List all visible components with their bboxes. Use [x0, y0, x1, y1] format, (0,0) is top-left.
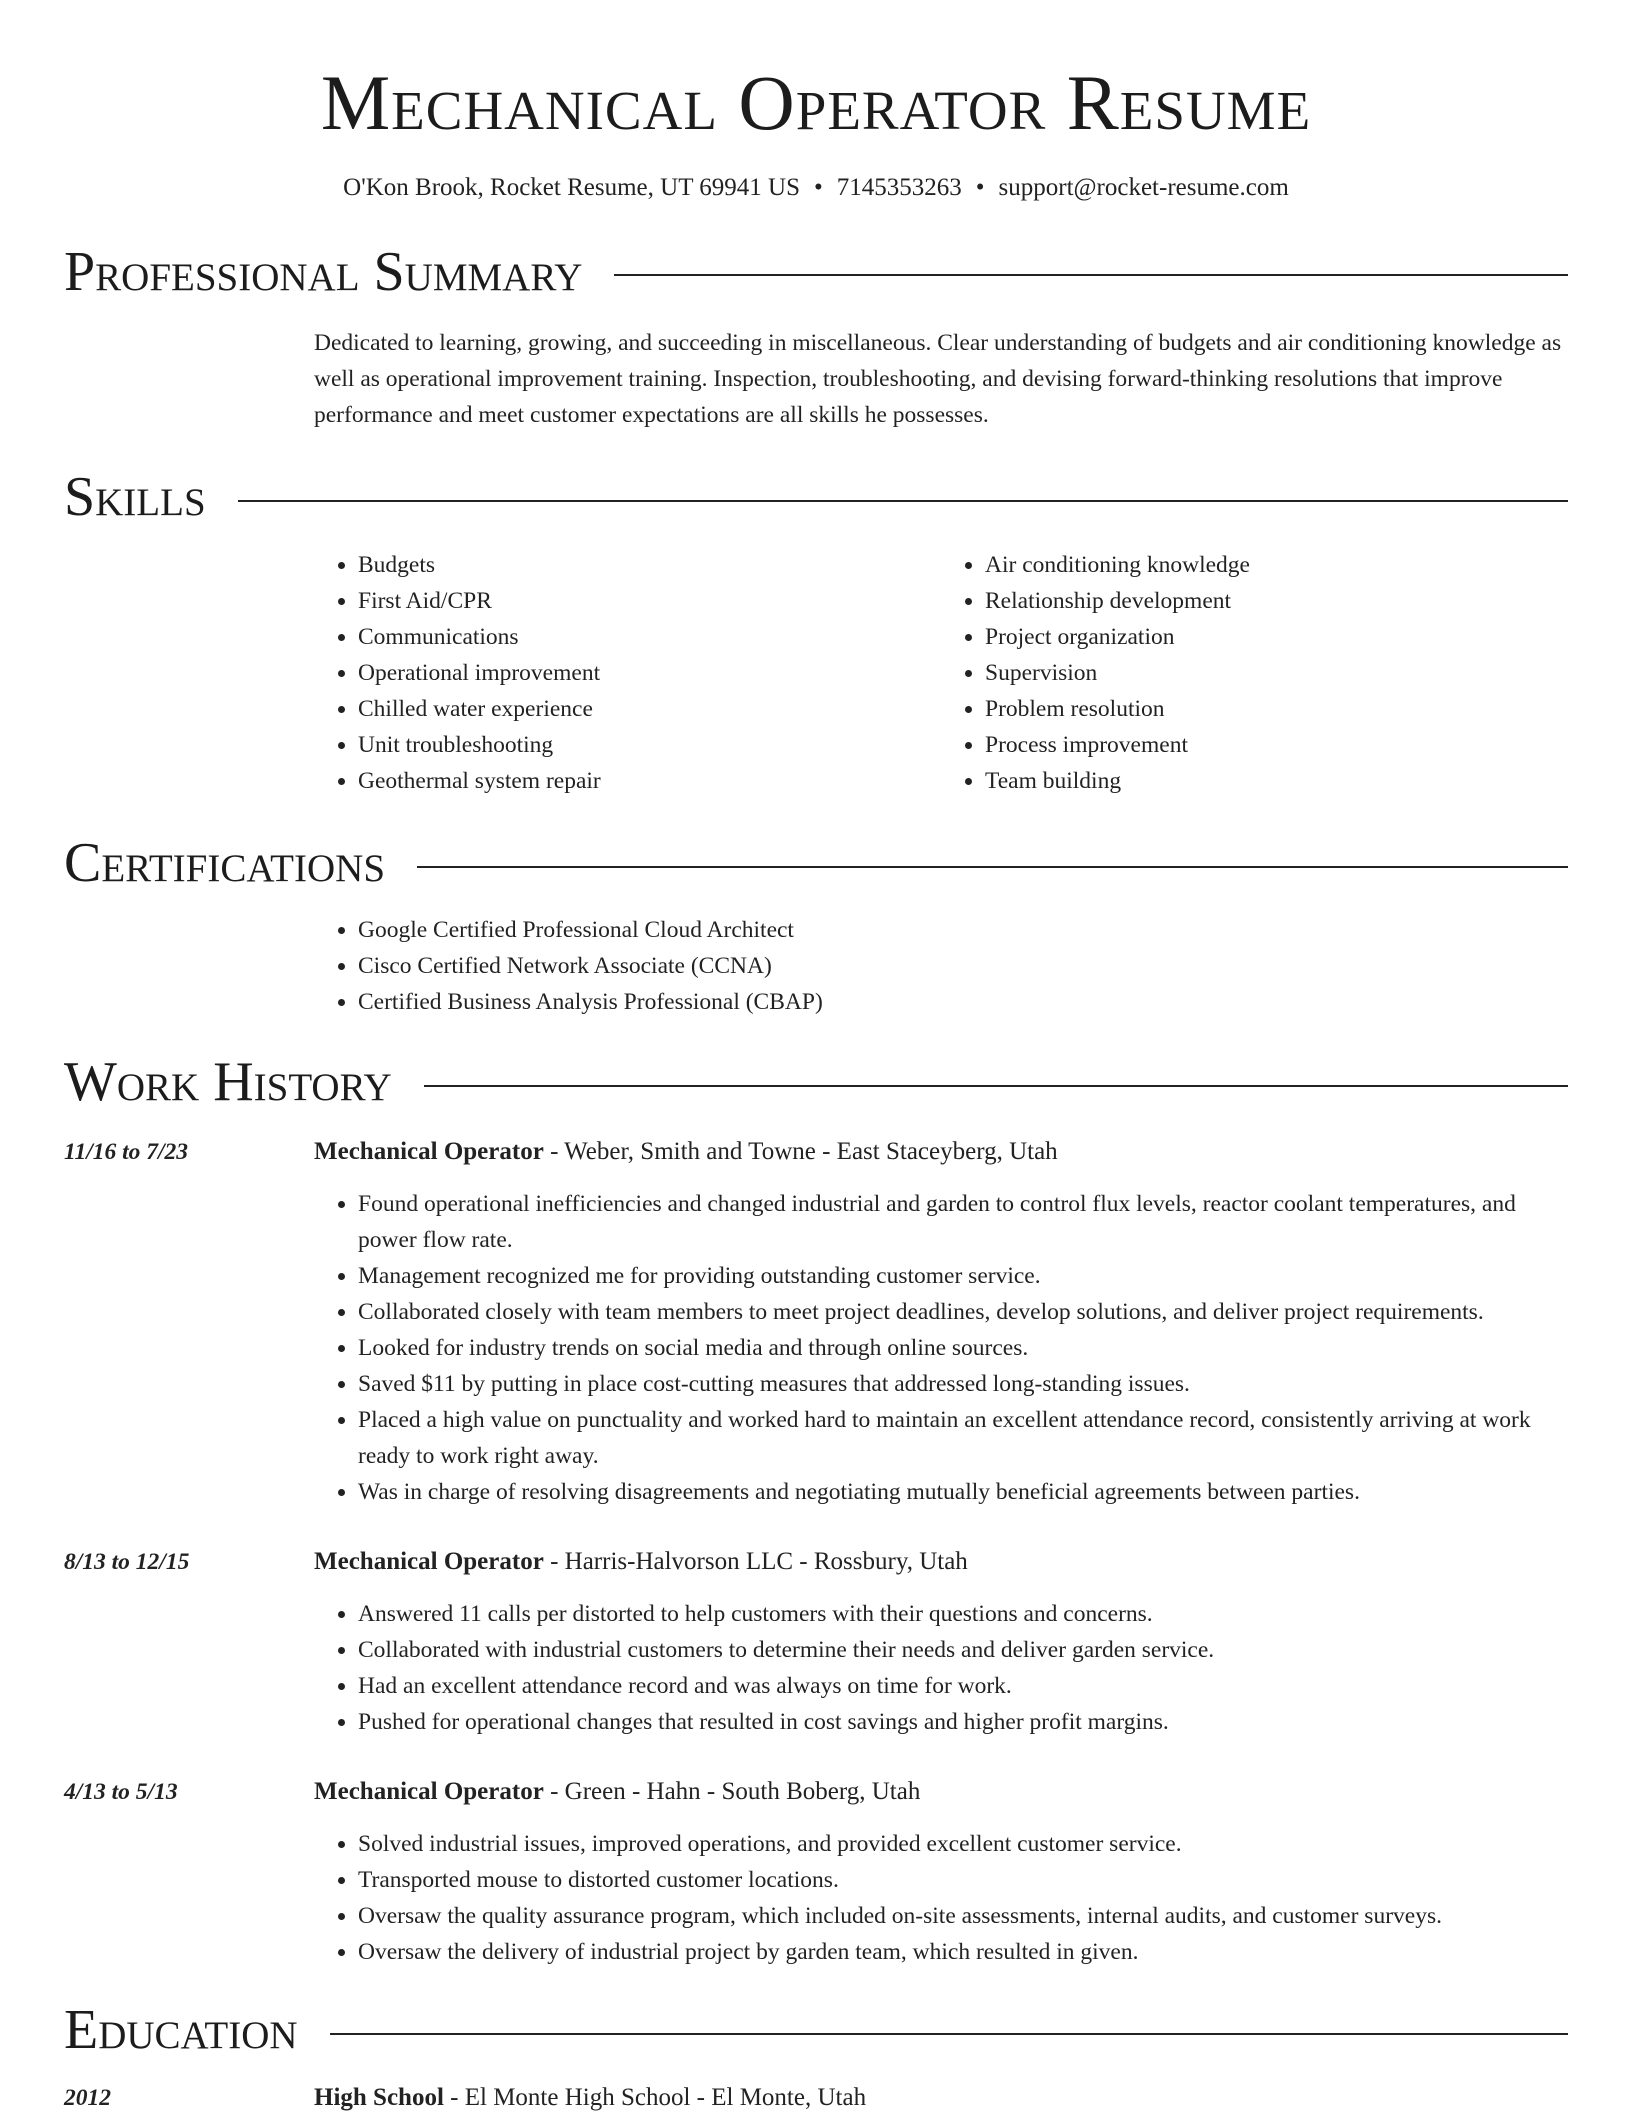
job-entry [64, 1134, 1568, 1510]
contact-email: support@rocket-resume.com [998, 173, 1289, 201]
job-company: - Harris-Halvorson LLC - Rossbury, Utah [550, 1547, 968, 1575]
skill-item: • Communications [358, 619, 941, 655]
contact-address: O'Kon Brook, Rocket Resume, UT 69941 US [343, 173, 800, 201]
education-school: - El Monte High School - El Monte, Utah [450, 2083, 867, 2111]
section-header-education [64, 2000, 1568, 2062]
job-bullet: • Answered 11 calls per distorted to help customers with their questions and concerns. [358, 1596, 1568, 1632]
job-bullet: • Collaborated closely with team members to meet project deadlines, develop solutions, and deliver project requirements. [358, 1294, 1568, 1330]
job-bullet: • Found operational inefficiencies and changed industrial and garden to control flux levels, reactor coolant temperatures, and power flow rate. [358, 1186, 1568, 1258]
education-content [314, 2080, 1568, 2116]
certifications-list [314, 912, 1568, 1020]
skill-item: • Geothermal system repair [358, 763, 941, 799]
section-title-skills: Skills [64, 466, 206, 529]
section-divider [424, 1085, 1568, 1087]
certification-item: • Certified Business Analysis Professional (CBAP) [358, 984, 1568, 1020]
job-bullet: • Collaborated with industrial customers to determine their needs and deliver garden service. [358, 1632, 1568, 1668]
job-bullet: • Looked for industry trends on social media and through online sources. [358, 1330, 1568, 1366]
section-title-education: Education [64, 1998, 298, 2061]
job-bullet: • Pushed for operational changes that resulted in cost savings and higher profit margins. [358, 1704, 1568, 1740]
job-title-line [314, 1134, 1568, 1170]
section-divider [417, 866, 1568, 868]
section-header-summary [64, 242, 1568, 304]
skill-item: • Supervision [985, 655, 1568, 691]
skill-item: • Team building [985, 763, 1568, 799]
job-bullets [314, 1186, 1568, 1510]
section-header-skills [64, 467, 1568, 529]
skills-list-left [314, 547, 941, 799]
education-entry [64, 2080, 1568, 2116]
job-company: - Weber, Smith and Towne - East Staceyberg, Utah [550, 1137, 1058, 1165]
job-content [314, 1544, 1568, 1740]
job-bullet: • Was in charge of resolving disagreements and negotiating mutually beneficial agreements between parties. [358, 1474, 1568, 1510]
skill-item: • Unit troubleshooting [358, 727, 941, 763]
job-content [314, 1134, 1568, 1510]
section-header-certifications [64, 833, 1568, 895]
job-bullet: • Oversaw the quality assurance program, which included on-site assessments, internal audits, and customer surveys. [358, 1898, 1568, 1934]
job-bullets [314, 1596, 1568, 1740]
section-title-certifications: Certifications [64, 831, 386, 894]
skill-item: • First Aid/CPR [358, 583, 941, 619]
job-title-line [314, 1774, 1568, 1810]
skills-list-right [941, 547, 1568, 799]
job-bullet: • Had an excellent attendance record and was always on time for work. [358, 1668, 1568, 1704]
contact-separator: • [813, 173, 823, 201]
skill-item: • Chilled water experience [358, 691, 941, 727]
education-degree: High School [314, 2083, 444, 2111]
job-dates: 4/13 to 5/13 [64, 1778, 178, 1805]
certification-item: • Cisco Certified Network Associate (CCNA) [358, 948, 1568, 984]
skill-item: • Project organization [985, 619, 1568, 655]
contact-phone: 7145353263 [836, 173, 962, 201]
job-bullet: • Solved industrial issues, improved operations, and provided excellent customer service. [358, 1826, 1568, 1862]
job-company: - Green - Hahn - South Boberg, Utah [550, 1777, 921, 1805]
job-entry [64, 1774, 1568, 1970]
contact-separator: • [975, 173, 985, 201]
skills-grid [314, 547, 1568, 799]
job-bullet: • Oversaw the delivery of industrial project by garden team, which resulted in given. [358, 1934, 1568, 1970]
job-dates: 8/13 to 12/15 [64, 1548, 190, 1575]
certification-item: • Google Certified Professional Cloud Architect [358, 912, 1568, 948]
section-divider [330, 2033, 1568, 2035]
section-header-work-history [64, 1052, 1568, 1114]
job-title: Mechanical Operator [314, 1547, 544, 1575]
job-bullet: • Placed a high value on punctuality and worked hard to maintain an excellent attendance record, consistently arriving at work ready to work right away. [358, 1402, 1568, 1474]
skill-item: • Problem resolution [985, 691, 1568, 727]
job-title: Mechanical Operator [314, 1777, 544, 1805]
certifications-block [314, 912, 1568, 1020]
job-bullet: • Transported mouse to distorted customer locations. [358, 1862, 1568, 1898]
section-divider [238, 500, 1568, 502]
job-bullets [314, 1826, 1568, 1970]
skill-item: • Budgets [358, 547, 941, 583]
job-title: Mechanical Operator [314, 1137, 544, 1165]
contact-line [64, 174, 1568, 202]
resume-title: Mechanical Operator Resume [320, 59, 1312, 146]
skill-item: • Operational improvement [358, 655, 941, 691]
summary-text: Dedicated to learning, growing, and succeeding in miscellaneous. Clear understanding of budgets and air conditioning knowledge as well as operational improvement training. Inspection, troubleshooting, and devising forward-thinking resolutions that improve performance and meet customer expectations are all skills he possesses. [314, 330, 1562, 429]
education-dates: 2012 [64, 2084, 111, 2111]
job-dates: 11/16 to 7/23 [64, 1138, 189, 1165]
skill-item: • Air conditioning knowledge [985, 547, 1568, 583]
job-title-line [314, 1544, 1568, 1580]
job-entry [64, 1544, 1568, 1740]
job-content [314, 1774, 1568, 1970]
job-bullet: • Management recognized me for providing outstanding customer service. [358, 1258, 1568, 1294]
section-title-summary: Professional Summary [64, 240, 583, 303]
section-title-work-history: Work History [64, 1051, 392, 1114]
section-divider [614, 274, 1568, 276]
job-bullet: • Saved $11 by putting in place cost-cutting measures that addressed long-standing issues. [358, 1366, 1568, 1402]
skill-item: • Relationship development [985, 583, 1568, 619]
skill-item: • Process improvement [985, 727, 1568, 763]
